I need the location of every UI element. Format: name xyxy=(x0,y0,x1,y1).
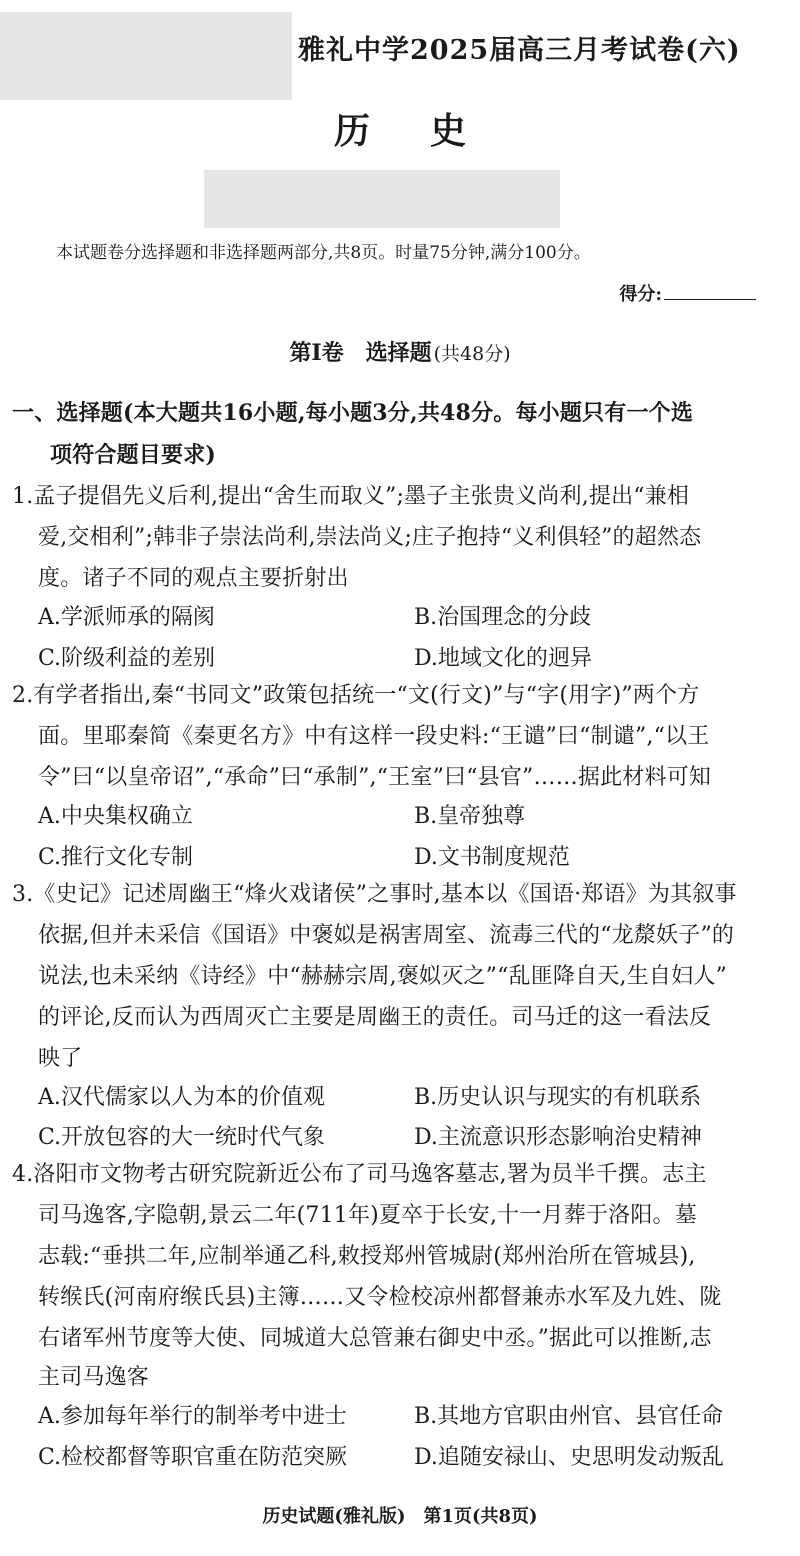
question-3-option-d: D.主流意识形态影响治史精神 xyxy=(414,1125,702,1150)
question-1-line: 爱,交相利”;韩非子崇法尚利,崇法尚义;庄子抱持“义利俱轻”的超然态 xyxy=(38,525,702,550)
section-heading-line: 项符合题目要求) xyxy=(50,442,217,468)
question-4-line: 主司马逸客 xyxy=(38,1365,150,1390)
question-4-option-c: C.检校都督等职官重在防范突厥 xyxy=(38,1445,348,1470)
question-1-line: 度。诸子不同的观点主要折射出 xyxy=(38,566,349,591)
question-1-option-a: A.学派师承的隔阂 xyxy=(38,605,215,630)
question-1-option-c: C.阶级利益的差别 xyxy=(38,646,216,671)
question-3-line: 说法,也未采纳《诗经》中“赫赫宗周,褒姒灭之”“乱匪降自天,生自妇人” xyxy=(38,964,727,989)
question-3-line: 的评论,反而认为西周灭亡主要是周幽王的责任。司马迁的这一看法反 xyxy=(38,1005,712,1030)
question-4-line: 司马逸客,字隐朝,景云二年(711年)夏卒于长安,十一月葬于洛阳。墓 xyxy=(38,1203,697,1228)
page-footer: 历史试题(雅礼版) 第1页(共8页) xyxy=(262,1506,538,1527)
question-3-option-a: A.汉代儒家以人为本的价值观 xyxy=(38,1085,325,1110)
question-2-option-c: C.推行文化专制 xyxy=(38,845,194,870)
question-4-line: 4.洛阳市文物考古研究院新近公布了司马逸客墓志,署为员半千撰。志主 xyxy=(12,1162,707,1187)
question-4-line: 转缑氏(河南府缑氏县)主簿……又令检校凉州都督兼赤水军及九姓、陇 xyxy=(38,1285,722,1310)
question-4-option-d: D.追随安禄山、史思明发动叛乱 xyxy=(414,1445,724,1470)
score-label: 得分: xyxy=(619,284,662,305)
question-2-line: 2.有学者指出,秦“书同文”政策包括统一“文(行文)”与“字(用字)”两个方 xyxy=(12,683,700,708)
section-heading-line: 一、选择题(本大题共16小题,每小题3分,共48分。每小题只有一个选 xyxy=(12,400,694,426)
score-field xyxy=(619,280,756,306)
redacted-info-box xyxy=(204,170,560,228)
question-4-line: 右诸军州节度等大使、同城道大总管兼右御史中丞。”据此可以推断,志 xyxy=(38,1326,712,1351)
exam-instructions: 本试题卷分选择题和非选择题两部分,共8页。时量75分钟,满分100分。 xyxy=(56,243,591,263)
question-3-line: 3.《史记》记述周幽王“烽火戏诸侯”之事时,基本以《国语·郑语》为其叙事 xyxy=(12,882,737,907)
score-blank xyxy=(664,283,756,300)
question-1-option-d: D.地域文化的迥异 xyxy=(414,646,592,671)
redacted-header-box xyxy=(0,12,292,100)
question-3-option-b: B.历史认识与现实的有机联系 xyxy=(414,1085,702,1110)
question-4-line: 志载:“垂拱二年,应制举通乙科,敕授郑州管城尉(郑州治所在管城县), xyxy=(38,1244,696,1269)
part-title-main: 第Ⅰ卷 选择题 xyxy=(289,340,432,366)
exam-title: 雅礼中学2025届高三月考试卷(六) xyxy=(298,35,741,66)
part-title xyxy=(0,336,800,367)
question-2-option-a: A.中央集权确立 xyxy=(38,804,193,829)
question-3-line: 依据,但并未采信《国语》中褒姒是祸害周室、流毒三代的“龙漦妖子”的 xyxy=(38,923,735,948)
question-2-option-b: B.皇帝独尊 xyxy=(414,804,526,829)
subject-title: 历史 xyxy=(333,110,526,152)
question-3-option-c: C.开放包容的大一统时代气象 xyxy=(38,1125,326,1150)
question-2-line: 面。里耶秦简《秦更名方》中有这样一段史料:“王谴”曰“制谴”,“以王 xyxy=(38,724,710,749)
question-4-option-a: A.参加每年举行的制举考中进士 xyxy=(38,1404,347,1429)
question-1-line: 1.孟子提倡先义后利,提出“舍生而取义”;墨子主张贵义尚利,提出“兼相 xyxy=(12,484,690,509)
question-2-line: 令”曰“以皇帝诏”,“承命”曰“承制”,“王室”曰“县官”……据此材料可知 xyxy=(38,765,712,790)
question-2-option-d: D.文书制度规范 xyxy=(414,845,570,870)
question-4-option-b: B.其地方官职由州官、县官任命 xyxy=(414,1404,724,1429)
part-title-points: (共48分) xyxy=(433,343,511,365)
question-3-line: 映了 xyxy=(38,1046,83,1071)
question-1-option-b: B.治国理念的分歧 xyxy=(414,605,592,630)
